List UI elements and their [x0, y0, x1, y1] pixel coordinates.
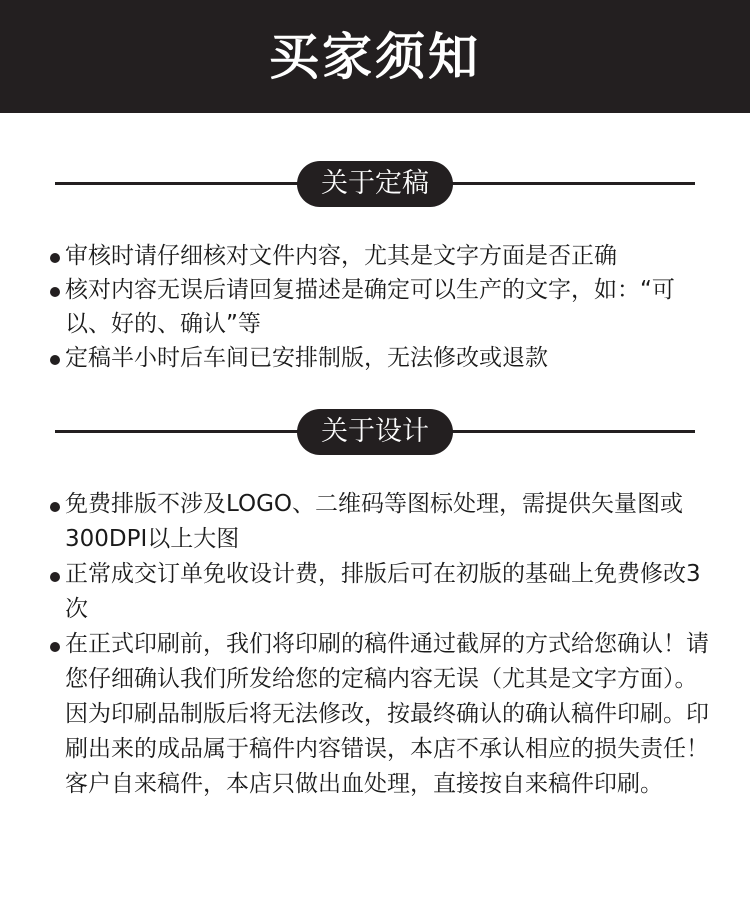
bullet-icon — [50, 502, 60, 512]
list-item-text: 核对内容无误后请回复描述是确定可以生产的文字，如：“可以、好的、确认”等 — [65, 277, 675, 337]
page-title: 买家须知 — [269, 27, 481, 86]
list-item-text: 免费排版不涉及LOGO、二维码等图标处理，需提供矢量图或300DPI以上大图 — [65, 491, 684, 552]
header-banner — [0, 0, 750, 113]
section-heading-design — [55, 409, 695, 455]
bullet-icon — [50, 287, 60, 297]
list-item — [48, 627, 718, 802]
list-item — [48, 239, 718, 273]
section-heading-finalization — [55, 161, 695, 207]
list-item — [48, 557, 718, 627]
list-item — [48, 487, 718, 557]
list-item — [48, 341, 718, 375]
section-title: 关于定稿 — [297, 161, 453, 207]
list-item-text: 在正式印刷前，我们将印刷的稿件通过截屏的方式给您确认！请您仔细确认我们所发给您的定稿内容无误（尤其是文字方面）。因为印刷品制版后将无法修改，按最终确认的确认稿件印刷。印刷出来的成品属于稿件内容错误，本店不承认相应的损失责任！客户自来稿件，本店只做出血处理，直接按自来稿件印刷。 — [65, 631, 709, 797]
bullet-icon — [50, 355, 60, 365]
list-item-text: 正常成交订单免收设计费，排版后可在初版的基础上免费修改3次 — [65, 561, 701, 622]
bullet-icon — [50, 572, 60, 582]
bullet-icon — [50, 253, 60, 263]
list-item-text: 定稿半小时后车间已安排制版，无法修改或退款 — [65, 345, 548, 371]
finalization-list — [48, 239, 718, 375]
list-item-text: 审核时请仔细核对文件内容，尤其是文字方面是否正确 — [65, 243, 617, 269]
list-item — [48, 273, 718, 341]
bullet-icon — [50, 642, 60, 652]
design-list — [48, 487, 718, 802]
section-title: 关于设计 — [297, 409, 453, 455]
